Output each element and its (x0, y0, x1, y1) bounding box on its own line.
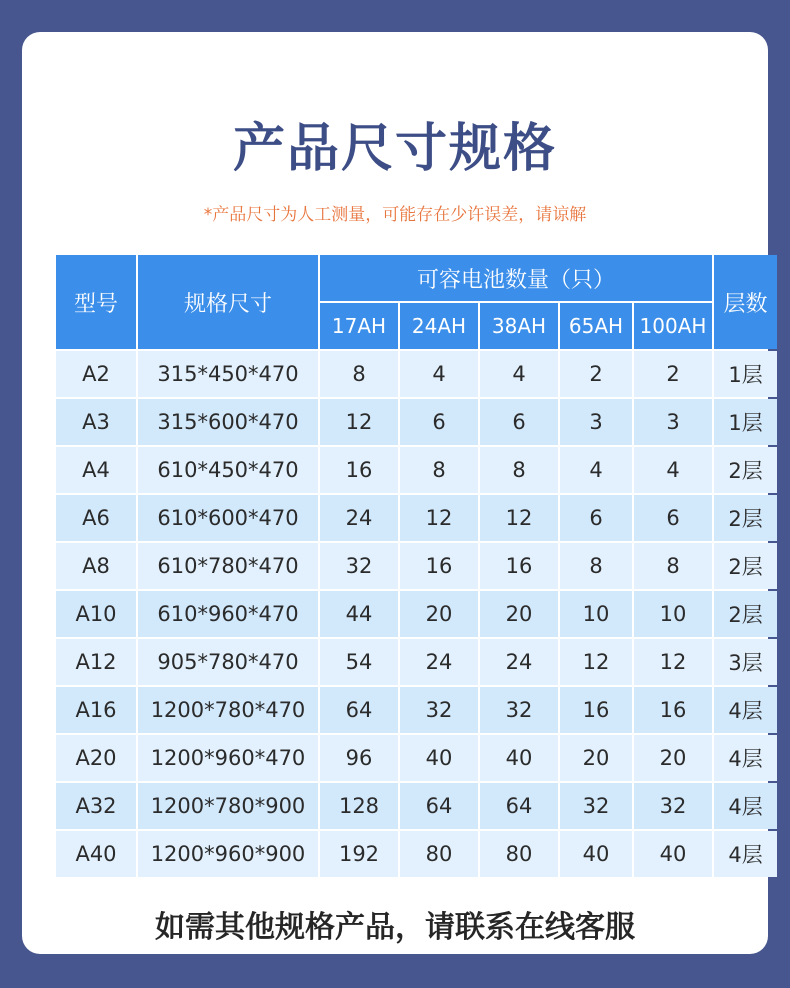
header-size: 规格尺寸 (138, 255, 318, 349)
qty-24ah-cell: 16 (400, 543, 478, 589)
header-24ah: 24AH (400, 303, 478, 349)
qty-100ah-cell: 32 (634, 783, 712, 829)
qty-65ah-cell: 2 (560, 351, 632, 397)
qty-24ah-cell: 80 (400, 831, 478, 877)
layers-cell: 1层 (714, 351, 777, 397)
size-cell: 1200*960*900 (138, 831, 318, 877)
qty-17ah-cell: 44 (320, 591, 398, 637)
qty-17ah-cell: 54 (320, 639, 398, 685)
qty-24ah-cell: 6 (400, 399, 478, 445)
size-cell: 610*780*470 (138, 543, 318, 589)
qty-65ah-cell: 8 (560, 543, 632, 589)
qty-65ah-cell: 40 (560, 831, 632, 877)
qty-65ah-cell: 12 (560, 639, 632, 685)
model-cell: A16 (56, 687, 136, 733)
qty-100ah-cell: 8 (634, 543, 712, 589)
qty-65ah-cell: 3 (560, 399, 632, 445)
qty-100ah-cell: 20 (634, 735, 712, 781)
header-capacity: 可容电池数量（只） (320, 255, 712, 301)
table-row (56, 735, 777, 781)
qty-65ah-cell: 32 (560, 783, 632, 829)
model-cell: A10 (56, 591, 136, 637)
measurement-note: *产品尺寸为人工测量，可能存在少许误差，请谅解 (203, 205, 587, 225)
qty-38ah-cell: 20 (480, 591, 558, 637)
table-row (56, 783, 777, 829)
table-row (56, 399, 777, 445)
qty-17ah-cell: 16 (320, 447, 398, 493)
qty-65ah-cell: 6 (560, 495, 632, 541)
spec-card (22, 32, 768, 954)
page-title: 产品尺寸规格 (232, 119, 557, 179)
qty-17ah-cell: 32 (320, 543, 398, 589)
qty-24ah-cell: 40 (400, 735, 478, 781)
model-cell: A3 (56, 399, 136, 445)
table-row (56, 591, 777, 637)
header-38ah: 38AH (480, 303, 558, 349)
qty-17ah-cell: 12 (320, 399, 398, 445)
layers-cell: 1层 (714, 399, 777, 445)
qty-100ah-cell: 10 (634, 591, 712, 637)
size-cell: 610*600*470 (138, 495, 318, 541)
qty-38ah-cell: 32 (480, 687, 558, 733)
qty-24ah-cell: 32 (400, 687, 478, 733)
size-cell: 1200*780*900 (138, 783, 318, 829)
qty-38ah-cell: 4 (480, 351, 558, 397)
qty-100ah-cell: 4 (634, 447, 712, 493)
qty-100ah-cell: 12 (634, 639, 712, 685)
model-cell: A20 (56, 735, 136, 781)
model-cell: A32 (56, 783, 136, 829)
header-17ah: 17AH (320, 303, 398, 349)
size-cell: 315*600*470 (138, 399, 318, 445)
header-65ah: 65AH (560, 303, 632, 349)
spec-table-body (56, 351, 777, 877)
table-row (56, 687, 777, 733)
qty-65ah-cell: 10 (560, 591, 632, 637)
size-cell: 905*780*470 (138, 639, 318, 685)
size-cell: 1200*960*470 (138, 735, 318, 781)
qty-24ah-cell: 24 (400, 639, 478, 685)
header-100ah: 100AH (634, 303, 712, 349)
model-cell: A4 (56, 447, 136, 493)
size-cell: 610*960*470 (138, 591, 318, 637)
qty-65ah-cell: 20 (560, 735, 632, 781)
size-cell: 1200*780*470 (138, 687, 318, 733)
qty-65ah-cell: 16 (560, 687, 632, 733)
layers-cell: 2层 (714, 495, 777, 541)
header-layers: 层数 (714, 255, 777, 349)
model-cell: A8 (56, 543, 136, 589)
layers-cell: 4层 (714, 735, 777, 781)
qty-100ah-cell: 40 (634, 831, 712, 877)
layers-cell: 2层 (714, 591, 777, 637)
layers-cell: 4层 (714, 783, 777, 829)
table-row (56, 639, 777, 685)
table-row (56, 543, 777, 589)
table-row (56, 495, 777, 541)
qty-38ah-cell: 16 (480, 543, 558, 589)
qty-24ah-cell: 20 (400, 591, 478, 637)
model-cell: A12 (56, 639, 136, 685)
layers-cell: 4层 (714, 687, 777, 733)
qty-17ah-cell: 64 (320, 687, 398, 733)
layers-cell: 3层 (714, 639, 777, 685)
contact-footer: 如需其他规格产品，请联系在线客服 (155, 910, 635, 945)
qty-38ah-cell: 12 (480, 495, 558, 541)
layers-cell: 4层 (714, 831, 777, 877)
qty-24ah-cell: 4 (400, 351, 478, 397)
qty-17ah-cell: 8 (320, 351, 398, 397)
size-cell: 610*450*470 (138, 447, 318, 493)
spec-table (54, 253, 779, 879)
table-row (56, 447, 777, 493)
qty-17ah-cell: 192 (320, 831, 398, 877)
qty-38ah-cell: 40 (480, 735, 558, 781)
qty-38ah-cell: 8 (480, 447, 558, 493)
table-row (56, 831, 777, 877)
qty-100ah-cell: 2 (634, 351, 712, 397)
qty-100ah-cell: 3 (634, 399, 712, 445)
model-cell: A40 (56, 831, 136, 877)
qty-38ah-cell: 24 (480, 639, 558, 685)
qty-38ah-cell: 64 (480, 783, 558, 829)
qty-24ah-cell: 8 (400, 447, 478, 493)
qty-17ah-cell: 96 (320, 735, 398, 781)
qty-38ah-cell: 80 (480, 831, 558, 877)
layers-cell: 2层 (714, 447, 777, 493)
qty-17ah-cell: 24 (320, 495, 398, 541)
qty-17ah-cell: 128 (320, 783, 398, 829)
qty-65ah-cell: 4 (560, 447, 632, 493)
qty-24ah-cell: 12 (400, 495, 478, 541)
model-cell: A6 (56, 495, 136, 541)
model-cell: A2 (56, 351, 136, 397)
header-model: 型号 (56, 255, 136, 349)
table-row (56, 351, 777, 397)
layers-cell: 2层 (714, 543, 777, 589)
qty-100ah-cell: 16 (634, 687, 712, 733)
qty-24ah-cell: 64 (400, 783, 478, 829)
size-cell: 315*450*470 (138, 351, 318, 397)
qty-38ah-cell: 6 (480, 399, 558, 445)
qty-100ah-cell: 6 (634, 495, 712, 541)
